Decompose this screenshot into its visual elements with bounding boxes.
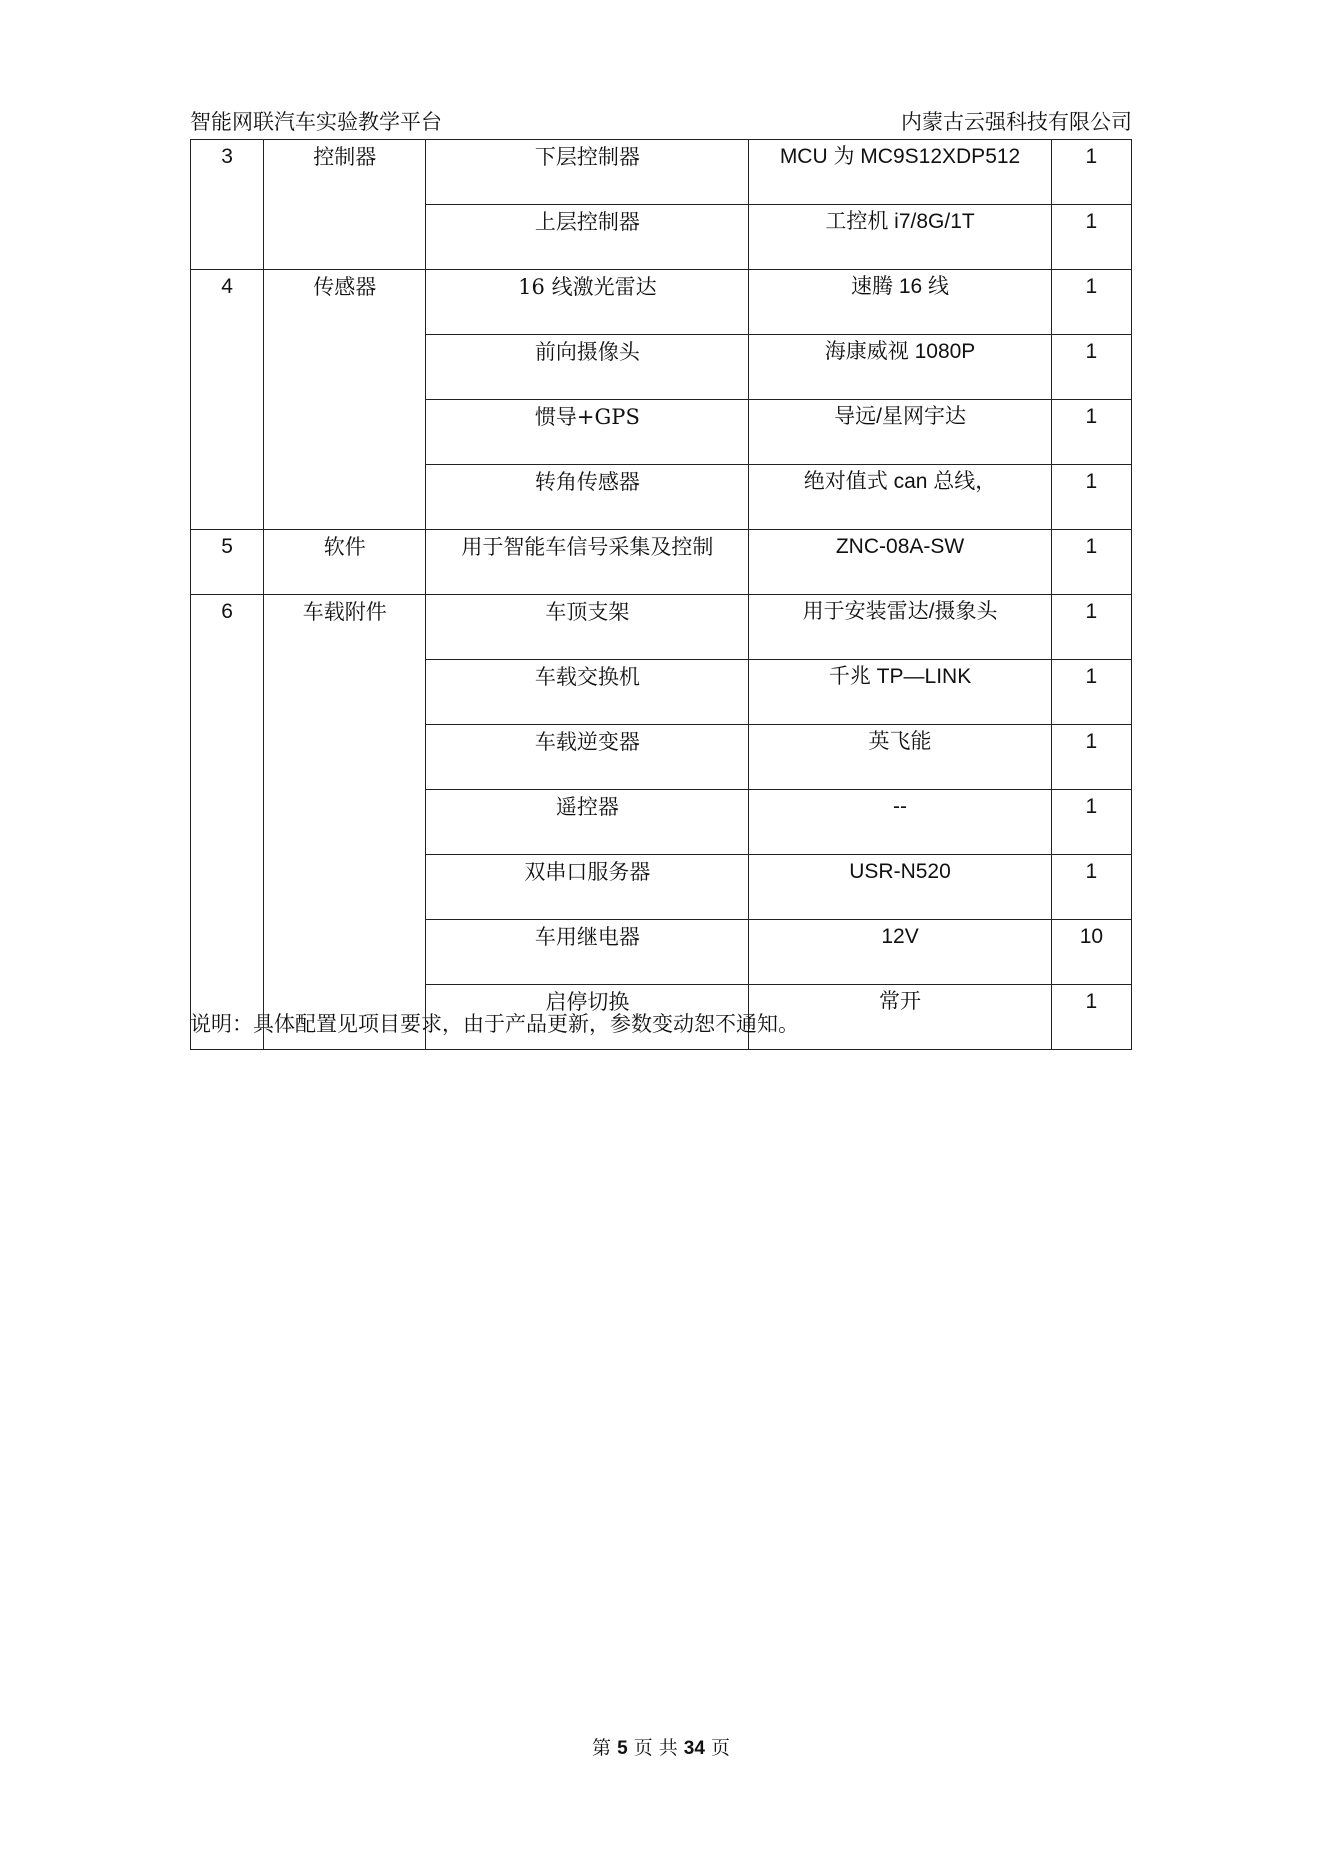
header-title: 智能网联汽车实验教学平台	[190, 110, 442, 134]
cell-item-name: 双串口服务器	[426, 855, 749, 920]
cell-spec: 英飞能	[749, 725, 1052, 790]
cell-qty: 1	[1051, 140, 1131, 205]
cell-item-name: 车用继电器	[426, 920, 749, 985]
table-row	[191, 140, 1132, 205]
footer-suffix: 页	[710, 1737, 730, 1759]
header-company: 内蒙古云强科技有限公司	[901, 110, 1132, 134]
cell-item-name: 车顶支架	[426, 595, 749, 660]
cell-qty: 1	[1051, 530, 1131, 595]
cell-qty: 1	[1051, 725, 1131, 790]
cell-qty: 1	[1051, 855, 1131, 920]
cell-spec: ZNC-08A-SW	[749, 530, 1052, 595]
cell-seq: 3	[191, 140, 264, 270]
cell-item-name: 下层控制器	[426, 140, 749, 205]
cell-item-name: 16 线激光雷达	[426, 270, 749, 335]
cell-item-name: 遥控器	[426, 790, 749, 855]
page-total: 34	[683, 1738, 705, 1759]
equipment-table	[190, 140, 1132, 1050]
cell-spec: 海康威视 1080P	[749, 335, 1052, 400]
cell-qty: 1	[1051, 660, 1131, 725]
cell-qty: 1	[1051, 335, 1131, 400]
cell-item-name: 车载交换机	[426, 660, 749, 725]
cell-item-name: 前向摄像头	[426, 335, 749, 400]
cell-seq: 6	[191, 595, 264, 1050]
table-row	[191, 595, 1132, 660]
cell-category: 控制器	[264, 140, 426, 270]
cell-qty: 1	[1051, 205, 1131, 270]
cell-category: 车载附件	[264, 595, 426, 1050]
table-row	[191, 270, 1132, 335]
cell-spec: 12V	[749, 920, 1052, 985]
equipment-table-body	[191, 140, 1132, 1050]
cell-item-name: 车载逆变器	[426, 725, 749, 790]
page-number: 5	[617, 1738, 628, 1759]
cell-seq: 4	[191, 270, 264, 530]
cell-item-name: 上层控制器	[426, 205, 749, 270]
cell-category: 传感器	[264, 270, 426, 530]
cell-spec: --	[749, 790, 1052, 855]
cell-spec: 导远/星网宇达	[749, 400, 1052, 465]
cell-spec: USR-N520	[749, 855, 1052, 920]
cell-item-name: 转角传感器	[426, 465, 749, 530]
cell-qty: 1	[1051, 400, 1131, 465]
cell-spec: MCU 为 MC9S12XDP512	[749, 140, 1052, 205]
cell-qty: 1	[1051, 790, 1131, 855]
cell-item-name: 惯导+GPS	[426, 400, 749, 465]
cell-spec: 工控机 i7/8G/1T	[749, 205, 1052, 270]
cell-category: 软件	[264, 530, 426, 595]
cell-qty: 1	[1051, 595, 1131, 660]
cell-item-name: 启停切换	[426, 985, 749, 1050]
cell-qty: 1	[1051, 465, 1131, 530]
cell-qty: 10	[1051, 920, 1131, 985]
cell-seq: 5	[191, 530, 264, 595]
cell-spec: 常开	[749, 985, 1052, 1050]
footer-middle: 页 共	[633, 1737, 678, 1759]
footnote: 说明：具体配置见项目要求，由于产品更新，参数变动恕不通知。	[190, 1012, 799, 1036]
page-footer	[0, 1733, 1322, 1760]
footer-prefix: 第	[592, 1737, 612, 1759]
cell-item-name: 用于智能车信号采集及控制	[426, 530, 749, 595]
cell-spec: 用于安装雷达/摄象头	[749, 595, 1052, 660]
cell-qty: 1	[1051, 985, 1131, 1050]
cell-spec: 速腾 16 线	[749, 270, 1052, 335]
cell-qty: 1	[1051, 270, 1131, 335]
cell-spec: 千兆 TP—LINK	[749, 660, 1052, 725]
cell-spec: 绝对值式 can 总线，	[749, 465, 1052, 530]
table-row	[191, 530, 1132, 595]
